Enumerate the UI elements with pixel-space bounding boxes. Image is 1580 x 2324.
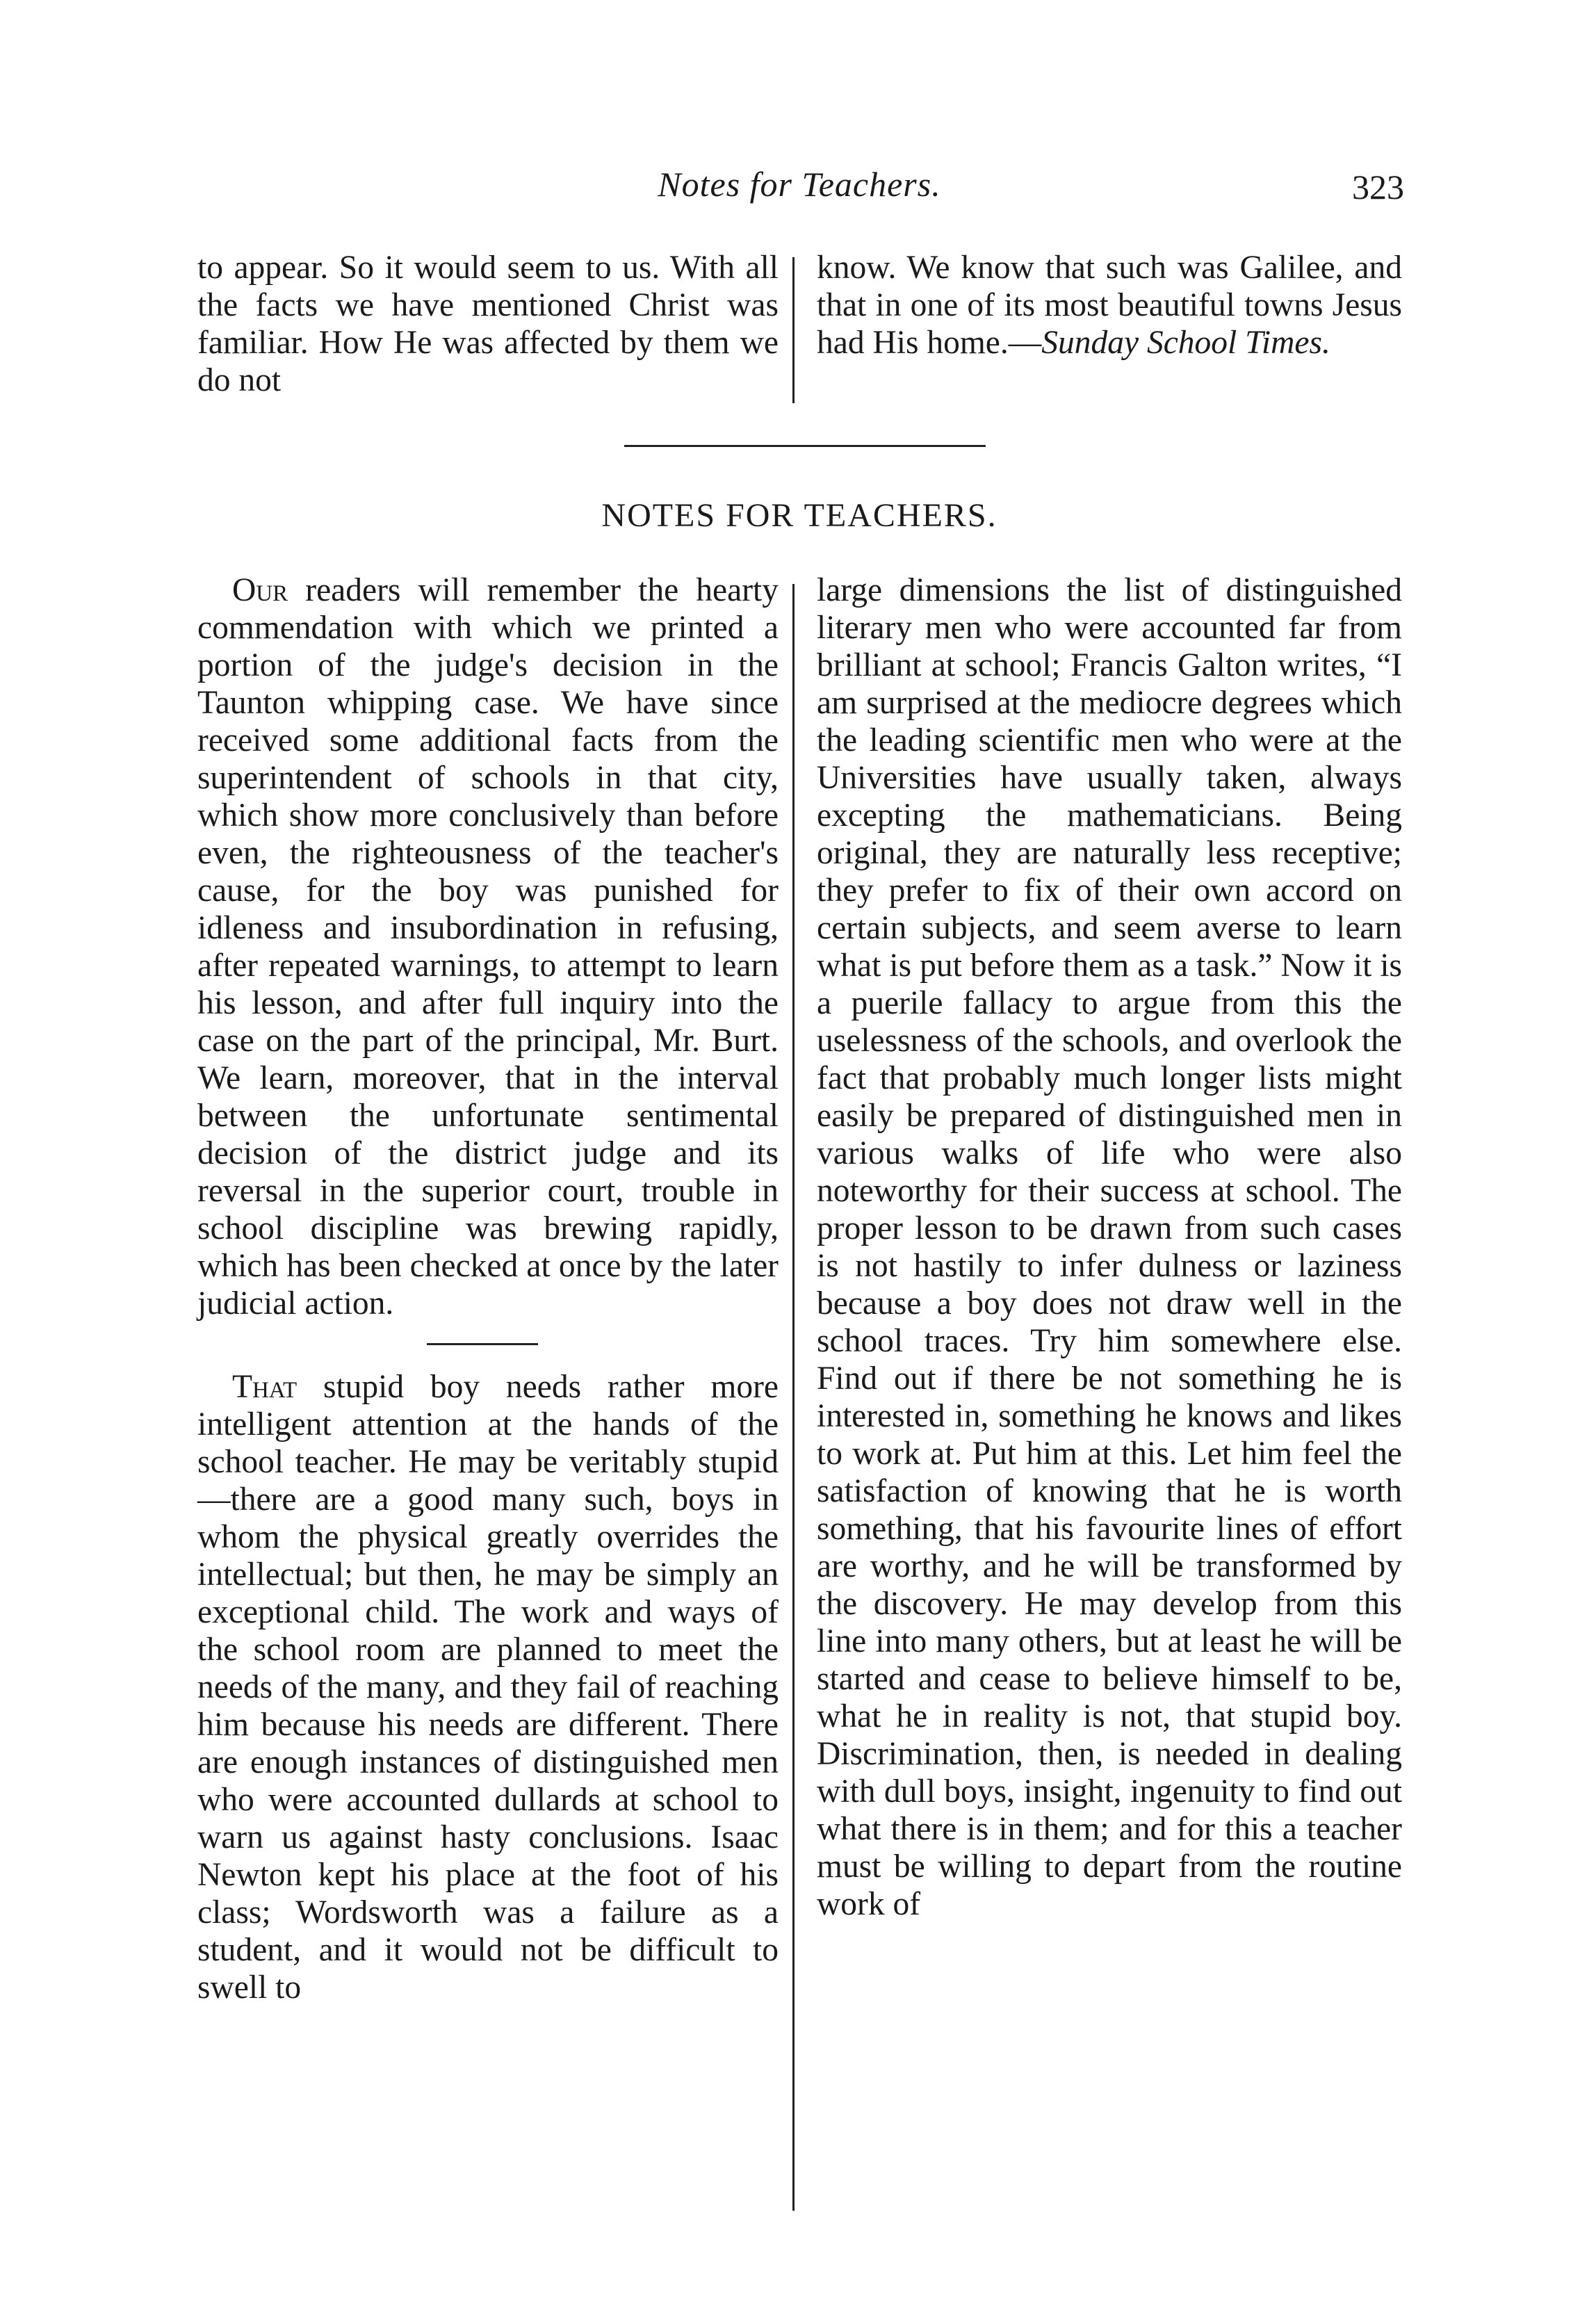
running-head	[195, 164, 1404, 213]
source-citation: Sunday School Times.	[1041, 325, 1330, 361]
paragraph-lead: That	[232, 1369, 298, 1405]
top-left-column	[197, 249, 779, 399]
page-number: 323	[1352, 168, 1404, 206]
section-heading: NOTES FOR TEACHERS.	[601, 497, 997, 534]
continued-text: know. We know that such was Galilee, and that in one of its most beautiful towns Jesus had His home.—	[817, 250, 1402, 361]
paragraph-lead: Our	[232, 572, 288, 608]
paragraph-body: stupid boy needs rather more intelligent attention at the hands of the school teacher. He may be veritably stupid—there are a good many such, boys in whom the physical greatly overrides the intellectual; but then, he may be simply an exceptional child. The work and ways of the school room are planned to meet the needs of the many, and they fail of reaching him because his needs are different. There are enough instances of distinguished men who were accounted dullards at school to warn us against hasty conclusions. Isaac Newton kept his place at the foot of his class; Wordsworth was a failure as a student, and it would not be difficult to swell to	[197, 1369, 779, 2006]
column-divider-top	[792, 257, 795, 403]
paragraph-stupid-boy	[197, 1368, 779, 2006]
column-divider-main	[792, 584, 795, 2211]
separator-rule	[427, 1343, 538, 1345]
continued-paragraph-end	[817, 249, 1402, 361]
main-left-column	[197, 571, 779, 2006]
paragraph-taunton	[197, 571, 779, 1322]
running-title: Notes for Teachers.	[658, 165, 941, 204]
paragraph-continuation: large dimensions the list of distinguished literary men who were accounted far from brilliant at school; Francis Galton writes, “I am surprised at the mediocre degrees which the leading scientific men who were at the Universities have usually taken, always excepting the mathematicians. Being original, they are naturally less receptive; they prefer to fix of their own accord on certain subjects, and seem averse to learn what is put before them as a task.” Now it is a puerile fallacy to argue from this the uselessness of the schools, and overlook the fact that probably much longer lists might easily be prepared of distinguished men in various walks of life who were also noteworthy for their success at school. The proper lesson to be drawn from such cases is not hastily to infer dulness or laziness because a boy does not draw well in the school traces. Try him somewhere else. Find out if there be not something he is interested in, something he knows and likes to work at. Put him at this. Let him feel the satisfaction of knowing that he is worth something, that his favourite lines of effort are worthy, and he will be transformed by the discovery. He may develop from this line into many others, but at least he will be started and cease to believe himself to be, what he in reality is not, that stupid boy. Discrimination, then, is needed in dealing with dull boys, insight, ingenuity to find out what there is in them; and for this a teacher must be willing to depart from the routine work of	[817, 572, 1402, 1922]
section-rule	[624, 445, 986, 447]
continued-paragraph: to appear. So it would seem to us. With all the facts we have mentioned Christ was familiar. How He was affected by them we do not	[197, 250, 779, 398]
main-right-column	[817, 571, 1402, 1923]
paragraph-separator	[197, 1322, 779, 1368]
paragraph-body: readers will remember the hearty commendation with which we printed a portion of the judge's decision in the Taunton whipping case. We have since received some additional facts from the superintendent of schools in that city, which show more conclusively than before even, the righteousness of the teacher's cause, for the boy was punished for idleness and insubordination in refusing, after repeated warnings, to attempt to learn his lesson, and after full inquiry into the case on the part of the principal, Mr. Burt. We learn, moreover, that in the interval between the unfortunate sentimental decision of the district judge and its reversal in the superior court, trouble in school discipline was brewing rapidly, which has been checked at once by the later judicial action.	[197, 572, 779, 1322]
top-right-column	[817, 249, 1402, 361]
